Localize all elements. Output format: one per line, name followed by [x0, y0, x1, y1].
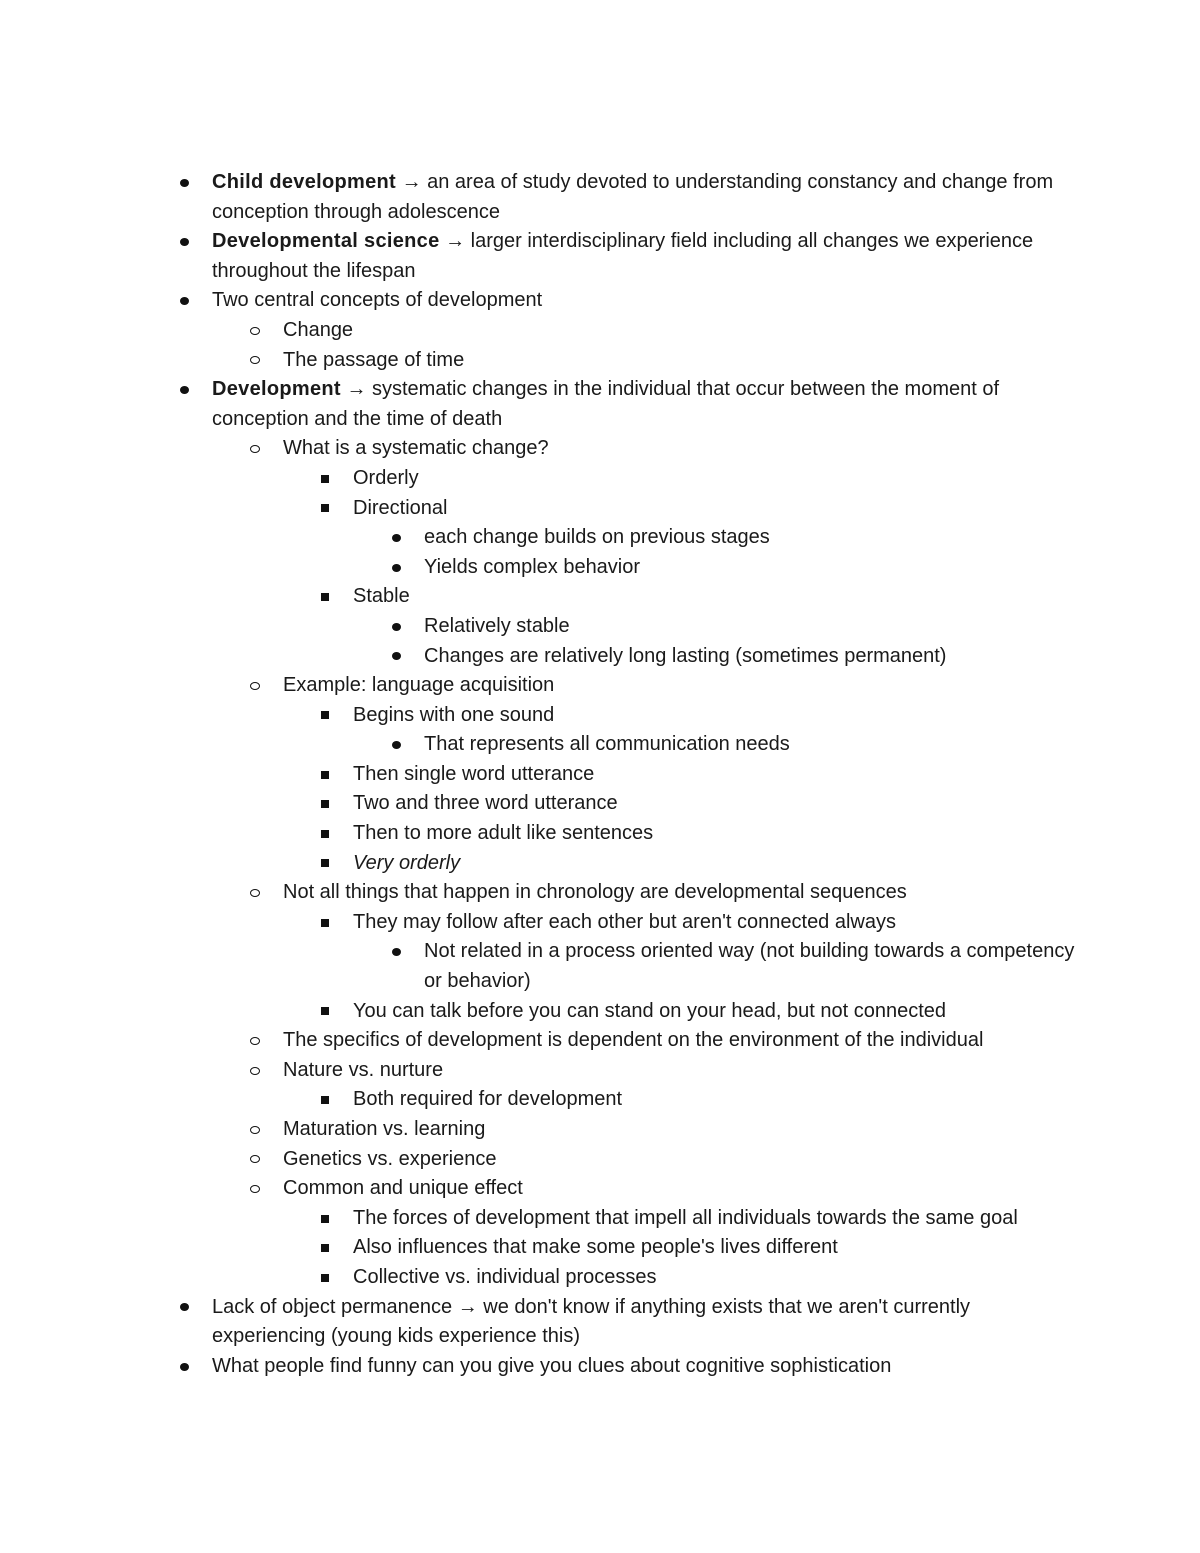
item-text: Begins with one sound: [353, 703, 555, 726]
item-text: What people find funny can you give you clues about cognitive sophistication: [212, 1354, 892, 1377]
outline-item: [0, 1293, 1200, 1352]
item-text: → larger interdisciplinary field including all changes we experience throughout the lifespan: [212, 230, 1034, 282]
outline-item: [0, 523, 1200, 553]
item-text: → systematic changes in the individual that occur between the moment of conception and the time of death: [212, 378, 1000, 430]
term-label: Child development: [212, 171, 397, 193]
outline-item: [0, 878, 1200, 908]
item-text: Also influences that make some people's lives different: [353, 1236, 838, 1259]
hollow-circle-icon: [248, 878, 262, 908]
item-text: Stable: [353, 585, 410, 608]
outline-item: [0, 286, 1200, 316]
hollow-circle-icon: [248, 1174, 262, 1204]
outline-item: [0, 849, 1200, 879]
filled-square-icon: [318, 1085, 332, 1115]
item-text: → an area of study devoted to understanding constancy and change from conception through adolescence: [212, 171, 1054, 223]
outline-item: [0, 908, 1200, 938]
outline-item: [0, 553, 1200, 583]
outline-item: [0, 730, 1200, 760]
filled-dot-icon: [177, 1293, 191, 1323]
outline-item: [0, 1085, 1200, 1115]
outline-item: [0, 1056, 1200, 1086]
outline-item: [0, 1145, 1200, 1175]
filled-square-icon: [318, 849, 332, 879]
item-text: Not related in a process oriented way (not building towards a competency or behavior): [424, 940, 1075, 993]
item-text: Nature vs. nurture: [283, 1058, 444, 1081]
outline-item: [0, 1115, 1200, 1145]
item-text: Yields complex behavior: [424, 555, 641, 578]
item-text: The passage of time: [283, 348, 465, 371]
filled-dot-icon: [177, 286, 191, 316]
outline-item: [0, 997, 1200, 1027]
outline-item: [0, 316, 1200, 346]
filled-square-icon: [318, 494, 332, 524]
item-text: The specifics of development is dependent on the environment of the individual: [283, 1029, 984, 1052]
item-text: Changes are relatively long lasting (sometimes permanent): [424, 644, 947, 667]
filled-dot-icon: [389, 553, 403, 583]
filled-dot-icon: [389, 523, 403, 553]
outline-item: [0, 1026, 1200, 1056]
filled-dot-icon: [389, 730, 403, 760]
item-text: Both required for development: [353, 1088, 623, 1111]
filled-square-icon: [318, 908, 332, 938]
item-text: Very orderly: [353, 851, 461, 874]
item-text: each change builds on previous stages: [424, 526, 770, 549]
filled-dot-icon: [389, 612, 403, 642]
outline-item: [0, 1233, 1200, 1263]
filled-square-icon: [318, 789, 332, 819]
notes-document: [0, 168, 1200, 1381]
outline-item: [0, 375, 1200, 434]
outline-item: [0, 168, 1200, 227]
filled-dot-icon: [177, 1352, 191, 1382]
hollow-circle-icon: [248, 1056, 262, 1086]
item-text: Collective vs. individual processes: [353, 1265, 657, 1288]
filled-dot-icon: [177, 227, 191, 257]
hollow-circle-icon: [248, 434, 262, 464]
filled-square-icon: [318, 1204, 332, 1234]
outline-item: [0, 1204, 1200, 1234]
outline-item: [0, 819, 1200, 849]
term-label: Developmental science: [212, 230, 440, 253]
item-text: That represents all communication needs: [424, 733, 790, 756]
item-text: Two central concepts of development: [212, 289, 543, 312]
filled-square-icon: [318, 582, 332, 612]
filled-square-icon: [318, 1233, 332, 1263]
outline-item: [0, 937, 1200, 996]
outline-item: [0, 434, 1200, 464]
outline-item: [0, 464, 1200, 494]
filled-dot-icon: [177, 168, 191, 198]
outline-item: [0, 346, 1200, 376]
item-text: Then to more adult like sentences: [353, 822, 654, 845]
filled-square-icon: [318, 760, 332, 790]
outline-item: [0, 227, 1200, 286]
hollow-circle-icon: [248, 346, 262, 376]
item-text: The forces of development that impell all individuals towards the same goal: [353, 1206, 1018, 1229]
filled-square-icon: [318, 464, 332, 494]
filled-square-icon: [318, 701, 332, 731]
outline-item: [0, 1352, 1200, 1382]
item-text: Then single word utterance: [353, 762, 595, 785]
outline-item: [0, 789, 1200, 819]
filled-dot-icon: [389, 642, 403, 672]
item-text: Change: [283, 318, 354, 341]
filled-dot-icon: [389, 937, 403, 967]
item-text: Two and three word utterance: [353, 792, 618, 815]
filled-square-icon: [318, 997, 332, 1027]
item-text: Orderly: [353, 466, 419, 489]
outline-item: [0, 671, 1200, 701]
item-text: Genetics vs. experience: [283, 1147, 497, 1170]
outline-item: [0, 612, 1200, 642]
outline-item: [0, 760, 1200, 790]
item-text: They may follow after each other but aren't connected always: [353, 910, 896, 933]
item-text: Example: language acquisition: [283, 674, 555, 697]
outline-item: [0, 1263, 1200, 1293]
item-text: Not all things that happen in chronology are developmental sequences: [283, 881, 907, 904]
item-text: You can talk before you can stand on your head, but not connected: [353, 999, 947, 1022]
hollow-circle-icon: [248, 316, 262, 346]
hollow-circle-icon: [248, 671, 262, 701]
outline-item: [0, 642, 1200, 672]
item-text: Lack of object permanence → we don't know if anything exists that we aren't currently experiencing (young kids experience this): [212, 1295, 971, 1348]
item-text: Relatively stable: [424, 614, 570, 637]
item-text: Common and unique effect: [283, 1177, 523, 1200]
outline-item: [0, 582, 1200, 612]
item-text: What is a systematic change?: [283, 437, 549, 460]
term-label: Development: [212, 378, 341, 401]
filled-square-icon: [318, 819, 332, 849]
item-text: Directional: [353, 496, 448, 519]
hollow-circle-icon: [248, 1026, 262, 1056]
filled-dot-icon: [177, 375, 191, 405]
hollow-circle-icon: [248, 1115, 262, 1145]
item-text: Maturation vs. learning: [283, 1118, 486, 1140]
filled-square-icon: [318, 1263, 332, 1293]
outline-item: [0, 494, 1200, 524]
hollow-circle-icon: [248, 1145, 262, 1175]
outline-item: [0, 701, 1200, 731]
outline-item: [0, 1174, 1200, 1204]
